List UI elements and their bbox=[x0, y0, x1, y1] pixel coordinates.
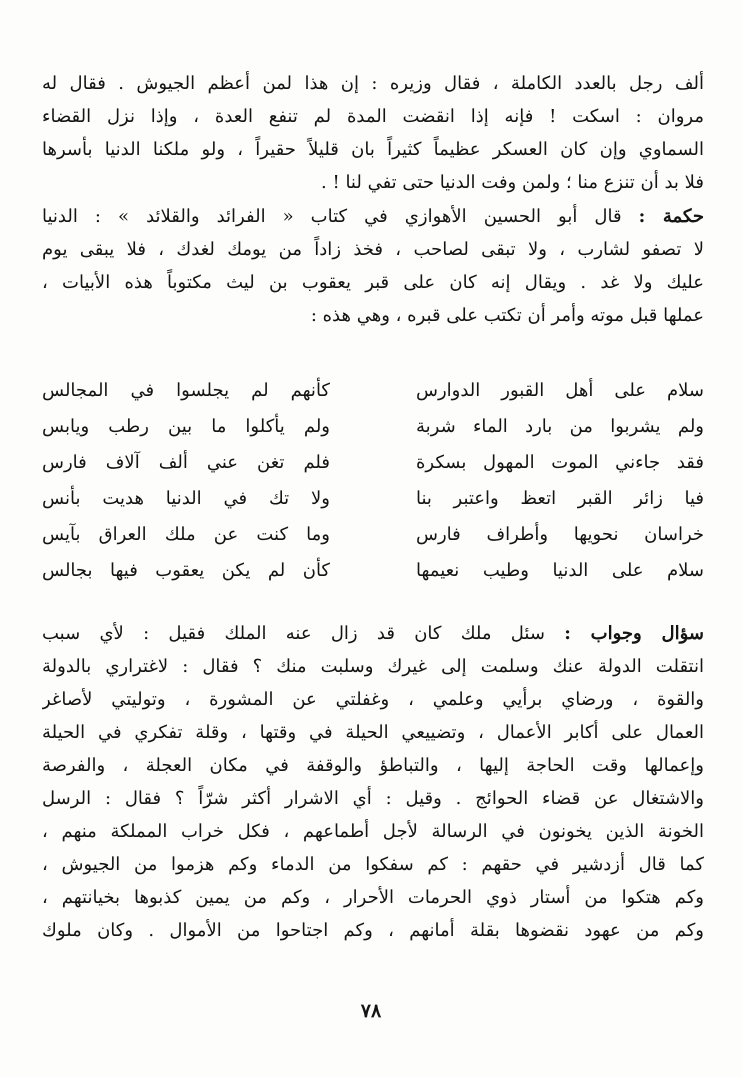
text-line bbox=[42, 200, 704, 233]
text-line: العمال على أكابر الأعمال ، وتضييعي الحيلة في وقتها ، وقلة تفكري في الحيلة bbox=[42, 722, 704, 743]
text-line: وكم هتكوا من أستار ذوي الحرمات الأحرار ، وكم من يمين كذبوها بخيانتهم ، bbox=[42, 887, 704, 908]
paragraph-heading: سؤال وجواب : bbox=[564, 623, 704, 644]
text-line: لا تصفو لشارب ، ولا تبقى لصاحب ، فخذ زاداً من يومك لغدك ، فلا يبقى يوم bbox=[42, 239, 704, 260]
verse-hemistich: سلام على الدنيا وطيب نعيمها bbox=[416, 560, 704, 581]
text-line-rest: سئل ملك كان قد زال عنه الملك فقيل : لأي سبب bbox=[42, 623, 545, 644]
paragraph-heading: حكمة : bbox=[638, 206, 704, 227]
paragraph-3 bbox=[42, 617, 704, 947]
verse-hemistich: كأن لم يكن يعقوب فيها بجالس bbox=[42, 560, 330, 581]
verse-hemistich: خراسان نحويها وأطراف فارس bbox=[416, 524, 704, 545]
verse-hemistich: سلام على أهل القبور الدوارس bbox=[416, 380, 704, 401]
text-line: كما قال أزدشير في حقهم : كم سفكوا من الدماء وكم هزموا من الجيوش ، bbox=[42, 854, 704, 875]
text-line: وإعمالها وقت الحاجة إليها ، والتباطؤ والوقفة في مكان العجلة ، والفرصة bbox=[42, 755, 704, 776]
text-line: مروان : اسكت ! فإنه إذا انقضت المدة لم تنفع العدة ، وإذا نزل القضاء bbox=[42, 106, 704, 127]
text-line: والاشتغال عن قضاء الحوائج . وقيل : أي الاشرار أكثر شرّاً ؟ فقال : الرسل bbox=[42, 788, 704, 809]
page-number: ٧٨ bbox=[360, 1000, 382, 1022]
text-line: الخونة الذين يخونون في الرسالة لأجل أطماعهم ، فكل خراب المملكة منهم ، bbox=[42, 821, 704, 842]
verse-hemistich: فقد جاءني الموت المهول بسكرة bbox=[416, 452, 704, 473]
text-line: السماوي وإن كان العسكر عظيماً كثيراً بان قليلاً حقيراً ، ولو ملكنا الدنيا بأسرها bbox=[42, 139, 704, 160]
text-line: فلا بد أن تنزع منا ؛ ولمن وفت الدنيا حتى تفي لنا ! . bbox=[321, 172, 704, 193]
text-line bbox=[42, 617, 704, 650]
verse-hemistich: ولا تك في الدنيا هديت بأنس bbox=[42, 488, 330, 509]
text-line: ألف رجل بالعدد الكاملة ، فقال وزيره : إن هذا لمن أعظم الجيوش . فقال له bbox=[42, 73, 704, 94]
paragraph-2 bbox=[42, 200, 704, 332]
text-line: عملها قبل موته وأمر أن تكتب على قبره ، وهي هذه : bbox=[310, 305, 704, 326]
verse-hemistich: وما كنت عن ملك العراق بآيس bbox=[42, 524, 330, 545]
text-line: والقوة ، ورضاي برأيي وعلمي ، وغفلتي عن المشورة ، وتوليتي لأصاغر bbox=[42, 689, 704, 710]
verse-hemistich: فيا زائر القبر اتعظ واعتبر بنا bbox=[416, 488, 704, 509]
text-line: انتقلت الدولة عنك وسلمت إلى غيرك وسلبت منك ؟ فقال : لاغتراري بالدولة bbox=[42, 656, 704, 677]
text-line: عليك ولا غد . ويقال إنه كان على قبر يعقوب بن ليث مكتوباً هذه الأبيات ، bbox=[42, 272, 704, 293]
poem-second-hemistichs bbox=[42, 373, 330, 589]
verse-hemistich: ولم يأكلوا ما بين رطب ويابس bbox=[42, 416, 330, 437]
poem-first-hemistichs bbox=[416, 373, 704, 589]
poem bbox=[42, 373, 704, 597]
text-line-rest: قال أبو الحسين الأهوازي في كتاب « الفرائد والقلائد » : الدنيا bbox=[42, 206, 622, 227]
paragraph-1 bbox=[42, 67, 704, 199]
verse-hemistich: فلم تغن عني ألف آلاف فارس bbox=[42, 452, 330, 473]
text-line: وكم من عهود نقضوها بقلة أمانهم ، وكم اجتاحوا من الأموال . وكان ملوك bbox=[42, 920, 704, 941]
verse-hemistich: ولم يشربوا من بارد الماء شربة bbox=[416, 416, 704, 437]
verse-hemistich: كأنهم لم يجلسوا في المجالس bbox=[42, 380, 330, 401]
